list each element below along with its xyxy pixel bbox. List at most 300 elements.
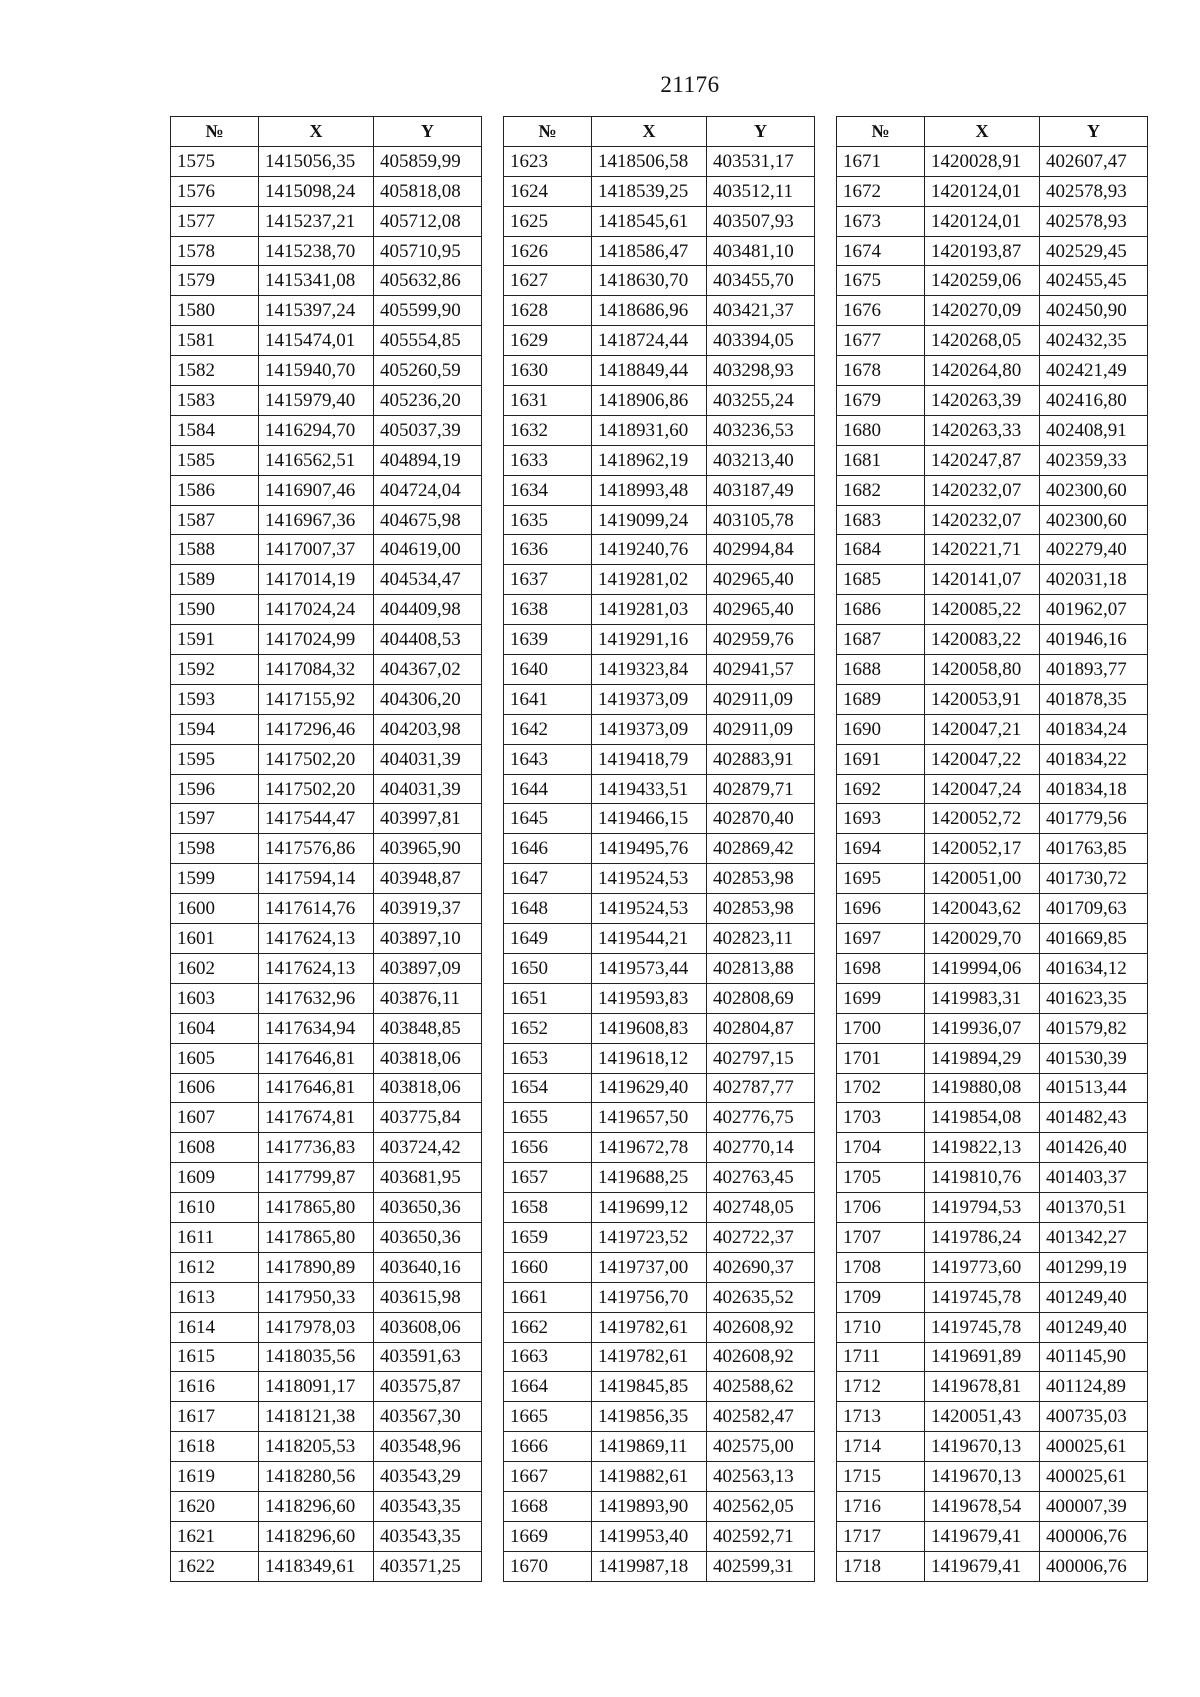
x-coordinate-cell: 1417634,94	[259, 1013, 374, 1043]
point-number-cell: 1627	[504, 266, 592, 296]
y-coordinate-cell: 400025,61	[1040, 1432, 1148, 1462]
y-coordinate-cell: 402911,09	[707, 714, 815, 744]
point-number-cell: 1599	[171, 864, 259, 894]
y-coordinate-cell: 402300,60	[1040, 505, 1148, 535]
table-row	[837, 146, 1148, 176]
point-number-cell: 1610	[171, 1193, 259, 1223]
table-row	[504, 326, 815, 356]
point-number-cell: 1622	[171, 1551, 259, 1581]
x-coordinate-cell: 1419573,44	[592, 953, 707, 983]
x-coordinate-cell: 1419281,02	[592, 565, 707, 595]
x-coordinate-cell: 1417736,83	[259, 1133, 374, 1163]
x-coordinate-cell: 1415098,24	[259, 176, 374, 206]
x-coordinate-cell: 1419869,11	[592, 1432, 707, 1462]
y-coordinate-cell: 403507,93	[707, 206, 815, 236]
point-number-cell: 1656	[504, 1133, 592, 1163]
table-row	[171, 1013, 482, 1043]
y-coordinate-cell: 401530,39	[1040, 1043, 1148, 1073]
point-number-cell: 1619	[171, 1462, 259, 1492]
x-coordinate-cell: 1419679,41	[925, 1521, 1040, 1551]
x-coordinate-cell: 1420028,91	[925, 146, 1040, 176]
y-coordinate-cell: 403775,84	[374, 1103, 482, 1133]
table-row	[837, 804, 1148, 834]
point-number-cell: 1679	[837, 386, 925, 416]
y-coordinate-cell: 402300,60	[1040, 475, 1148, 505]
table-row	[837, 1282, 1148, 1312]
table-row	[504, 684, 815, 714]
point-number-cell: 1673	[837, 206, 925, 236]
table-row	[837, 625, 1148, 655]
table-row	[837, 834, 1148, 864]
y-coordinate-cell: 403608,06	[374, 1312, 482, 1342]
x-coordinate-cell: 1418121,38	[259, 1402, 374, 1432]
y-coordinate-cell: 404534,47	[374, 565, 482, 595]
x-coordinate-cell: 1420124,01	[925, 176, 1040, 206]
x-coordinate-cell: 1419418,79	[592, 744, 707, 774]
table-row	[504, 1252, 815, 1282]
y-coordinate-cell: 404408,53	[374, 625, 482, 655]
table-row	[504, 774, 815, 804]
table-row	[837, 953, 1148, 983]
y-coordinate-cell: 402421,49	[1040, 356, 1148, 386]
point-number-cell: 1621	[171, 1521, 259, 1551]
y-coordinate-cell: 402279,40	[1040, 535, 1148, 565]
table-row	[171, 595, 482, 625]
point-number-cell: 1647	[504, 864, 592, 894]
point-number-cell: 1605	[171, 1043, 259, 1073]
x-coordinate-cell: 1420264,80	[925, 356, 1040, 386]
point-number-cell: 1674	[837, 236, 925, 266]
coordinates-table-1	[170, 116, 482, 1582]
table-row	[837, 1252, 1148, 1282]
y-coordinate-cell: 401579,82	[1040, 1013, 1148, 1043]
table-row	[504, 565, 815, 595]
table-row	[837, 296, 1148, 326]
point-number-cell: 1579	[171, 266, 259, 296]
point-number-cell: 1701	[837, 1043, 925, 1073]
table-row	[171, 415, 482, 445]
x-coordinate-cell: 1418849,44	[592, 356, 707, 386]
x-coordinate-cell: 1418586,47	[592, 236, 707, 266]
y-coordinate-cell: 403213,40	[707, 445, 815, 475]
x-coordinate-cell: 1415237,21	[259, 206, 374, 236]
y-coordinate-cell: 403575,87	[374, 1372, 482, 1402]
point-number-cell: 1692	[837, 774, 925, 804]
point-number-cell: 1578	[171, 236, 259, 266]
point-number-cell: 1606	[171, 1073, 259, 1103]
y-coordinate-cell: 402607,47	[1040, 146, 1148, 176]
point-number-cell: 1671	[837, 146, 925, 176]
x-coordinate-cell: 1419240,76	[592, 535, 707, 565]
y-coordinate-cell: 402787,77	[707, 1073, 815, 1103]
x-coordinate-cell: 1420047,22	[925, 744, 1040, 774]
point-number-cell: 1706	[837, 1193, 925, 1223]
table-row	[837, 386, 1148, 416]
table-row	[171, 953, 482, 983]
x-coordinate-cell: 1419822,13	[925, 1133, 1040, 1163]
x-coordinate-cell: 1415940,70	[259, 356, 374, 386]
point-number-cell: 1594	[171, 714, 259, 744]
y-coordinate-cell: 404031,39	[374, 774, 482, 804]
y-coordinate-cell: 402804,87	[707, 1013, 815, 1043]
x-coordinate-cell: 1417014,19	[259, 565, 374, 595]
table-row	[504, 894, 815, 924]
x-coordinate-cell: 1417646,81	[259, 1073, 374, 1103]
point-number-cell: 1655	[504, 1103, 592, 1133]
point-number-cell: 1603	[171, 983, 259, 1013]
y-coordinate-cell: 401962,07	[1040, 595, 1148, 625]
y-coordinate-cell: 401299,19	[1040, 1252, 1148, 1282]
table-row	[171, 804, 482, 834]
point-number-cell: 1718	[837, 1551, 925, 1581]
y-coordinate-cell: 403681,95	[374, 1163, 482, 1193]
point-number-cell: 1598	[171, 834, 259, 864]
y-coordinate-cell: 402562,05	[707, 1491, 815, 1521]
point-number-cell: 1643	[504, 744, 592, 774]
x-coordinate-cell: 1419983,31	[925, 983, 1040, 1013]
table-row	[171, 1222, 482, 1252]
table-row	[837, 595, 1148, 625]
table-row	[837, 1073, 1148, 1103]
table-row	[171, 475, 482, 505]
table-row	[837, 1193, 1148, 1223]
y-coordinate-cell: 402883,91	[707, 744, 815, 774]
point-number-cell: 1589	[171, 565, 259, 595]
point-number-cell: 1668	[504, 1491, 592, 1521]
y-coordinate-cell: 401834,18	[1040, 774, 1148, 804]
y-coordinate-cell: 405859,99	[374, 146, 482, 176]
y-coordinate-cell: 400025,61	[1040, 1462, 1148, 1492]
y-coordinate-cell: 403650,36	[374, 1193, 482, 1223]
table-row	[171, 924, 482, 954]
y-coordinate-cell: 402690,37	[707, 1252, 815, 1282]
x-coordinate-cell: 1420052,72	[925, 804, 1040, 834]
table-row	[837, 774, 1148, 804]
table-row	[837, 1521, 1148, 1551]
point-number-cell: 1689	[837, 684, 925, 714]
x-coordinate-cell: 1417865,80	[259, 1222, 374, 1252]
x-coordinate-cell: 1417624,13	[259, 924, 374, 954]
point-number-cell: 1693	[837, 804, 925, 834]
x-coordinate-cell: 1416907,46	[259, 475, 374, 505]
table-row	[837, 1432, 1148, 1462]
y-coordinate-cell: 402722,37	[707, 1222, 815, 1252]
point-number-cell: 1711	[837, 1342, 925, 1372]
y-coordinate-cell: 403848,85	[374, 1013, 482, 1043]
point-number-cell: 1585	[171, 445, 259, 475]
point-number-cell: 1653	[504, 1043, 592, 1073]
point-number-cell: 1635	[504, 505, 592, 535]
x-coordinate-cell: 1419810,76	[925, 1163, 1040, 1193]
x-coordinate-cell: 1417502,20	[259, 744, 374, 774]
y-coordinate-cell: 404675,98	[374, 505, 482, 535]
x-coordinate-cell: 1420232,07	[925, 505, 1040, 535]
table-row	[171, 744, 482, 774]
page-number: 21176	[660, 72, 720, 97]
y-coordinate-cell: 402763,45	[707, 1163, 815, 1193]
y-coordinate-cell: 401763,85	[1040, 834, 1148, 864]
x-coordinate-cell: 1420232,07	[925, 475, 1040, 505]
point-number-cell: 1588	[171, 535, 259, 565]
y-coordinate-cell: 403105,78	[707, 505, 815, 535]
y-coordinate-cell: 402455,45	[1040, 266, 1148, 296]
point-number-cell: 1584	[171, 415, 259, 445]
table-row	[171, 1133, 482, 1163]
point-number-cell: 1636	[504, 535, 592, 565]
x-coordinate-cell: 1420085,22	[925, 595, 1040, 625]
table-row	[504, 625, 815, 655]
point-number-cell: 1609	[171, 1163, 259, 1193]
y-coordinate-cell: 402776,75	[707, 1103, 815, 1133]
y-coordinate-cell: 400006,76	[1040, 1521, 1148, 1551]
point-number-cell: 1651	[504, 983, 592, 1013]
table-row	[837, 1163, 1148, 1193]
table-row	[837, 1551, 1148, 1581]
table-row	[504, 1013, 815, 1043]
x-coordinate-cell: 1419745,78	[925, 1282, 1040, 1312]
point-number-cell: 1580	[171, 296, 259, 326]
point-number-cell: 1715	[837, 1462, 925, 1492]
table-row	[504, 266, 815, 296]
point-number-cell: 1700	[837, 1013, 925, 1043]
x-coordinate-cell: 1417544,47	[259, 804, 374, 834]
point-number-cell: 1607	[171, 1103, 259, 1133]
y-coordinate-cell: 402797,15	[707, 1043, 815, 1073]
point-number-cell: 1632	[504, 415, 592, 445]
table-row	[504, 1163, 815, 1193]
table-row	[837, 1312, 1148, 1342]
y-coordinate-cell: 403876,11	[374, 983, 482, 1013]
table-row	[171, 146, 482, 176]
x-coordinate-cell: 1415341,08	[259, 266, 374, 296]
y-coordinate-cell: 402608,92	[707, 1342, 815, 1372]
table-row	[171, 1193, 482, 1223]
table-row	[171, 1342, 482, 1372]
x-coordinate-cell: 1417024,99	[259, 625, 374, 655]
y-coordinate-cell: 405554,85	[374, 326, 482, 356]
table-row	[837, 475, 1148, 505]
table-row	[837, 714, 1148, 744]
x-coordinate-cell: 1419745,78	[925, 1312, 1040, 1342]
table-row	[837, 1372, 1148, 1402]
header-y: Y	[1040, 117, 1148, 147]
table-row	[837, 176, 1148, 206]
point-number-cell: 1712	[837, 1372, 925, 1402]
y-coordinate-cell: 404031,39	[374, 744, 482, 774]
y-coordinate-cell: 403512,11	[707, 176, 815, 206]
point-number-cell: 1707	[837, 1222, 925, 1252]
x-coordinate-cell: 1419688,25	[592, 1163, 707, 1193]
x-coordinate-cell: 1418906,86	[592, 386, 707, 416]
point-number-cell: 1709	[837, 1282, 925, 1312]
table-row	[504, 1222, 815, 1252]
x-coordinate-cell: 1419608,83	[592, 1013, 707, 1043]
y-coordinate-cell: 403255,24	[707, 386, 815, 416]
x-coordinate-cell: 1419773,60	[925, 1252, 1040, 1282]
point-number-cell: 1677	[837, 326, 925, 356]
coordinates-table-3	[836, 116, 1148, 1582]
point-number-cell: 1704	[837, 1133, 925, 1163]
point-number-cell: 1650	[504, 953, 592, 983]
table-row	[171, 1551, 482, 1581]
x-coordinate-cell: 1415238,70	[259, 236, 374, 266]
x-coordinate-cell: 1419856,35	[592, 1402, 707, 1432]
table-row	[837, 206, 1148, 236]
point-number-cell: 1681	[837, 445, 925, 475]
x-coordinate-cell: 1419433,51	[592, 774, 707, 804]
point-number-cell: 1708	[837, 1252, 925, 1282]
table-row	[837, 1402, 1148, 1432]
point-number-cell: 1624	[504, 176, 592, 206]
x-coordinate-cell: 1417890,89	[259, 1252, 374, 1282]
y-coordinate-cell: 405236,20	[374, 386, 482, 416]
y-coordinate-cell: 403897,09	[374, 953, 482, 983]
table-row	[837, 744, 1148, 774]
table-row	[171, 1163, 482, 1193]
x-coordinate-cell: 1419373,09	[592, 714, 707, 744]
x-coordinate-cell: 1417502,20	[259, 774, 374, 804]
y-coordinate-cell: 402416,80	[1040, 386, 1148, 416]
y-coordinate-cell: 403818,06	[374, 1043, 482, 1073]
x-coordinate-cell: 1420221,71	[925, 535, 1040, 565]
point-number-cell: 1695	[837, 864, 925, 894]
point-number-cell: 1690	[837, 714, 925, 744]
x-coordinate-cell: 1419281,03	[592, 595, 707, 625]
point-number-cell: 1702	[837, 1073, 925, 1103]
y-coordinate-cell: 402635,52	[707, 1282, 815, 1312]
y-coordinate-cell: 403724,42	[374, 1133, 482, 1163]
y-coordinate-cell: 403548,96	[374, 1432, 482, 1462]
y-coordinate-cell: 401342,27	[1040, 1222, 1148, 1252]
x-coordinate-cell: 1418545,61	[592, 206, 707, 236]
x-coordinate-cell: 1419670,13	[925, 1432, 1040, 1462]
x-coordinate-cell: 1419782,61	[592, 1312, 707, 1342]
x-coordinate-cell: 1418280,56	[259, 1462, 374, 1492]
y-coordinate-cell: 402575,00	[707, 1432, 815, 1462]
x-coordinate-cell: 1419994,06	[925, 953, 1040, 983]
x-coordinate-cell: 1420047,21	[925, 714, 1040, 744]
x-coordinate-cell: 1417799,87	[259, 1163, 374, 1193]
x-coordinate-cell: 1415979,40	[259, 386, 374, 416]
table-row	[171, 176, 482, 206]
y-coordinate-cell: 403965,90	[374, 834, 482, 864]
y-coordinate-cell: 401730,72	[1040, 864, 1148, 894]
y-coordinate-cell: 402869,42	[707, 834, 815, 864]
point-number-cell: 1583	[171, 386, 259, 416]
y-coordinate-cell: 402599,31	[707, 1551, 815, 1581]
table-row	[504, 1462, 815, 1492]
table-row	[171, 894, 482, 924]
x-coordinate-cell: 1416294,70	[259, 415, 374, 445]
x-coordinate-cell: 1418962,19	[592, 445, 707, 475]
y-coordinate-cell: 401370,51	[1040, 1193, 1148, 1223]
y-coordinate-cell: 402994,84	[707, 535, 815, 565]
header-x: X	[925, 117, 1040, 147]
table-row	[504, 864, 815, 894]
table-row	[171, 983, 482, 1013]
x-coordinate-cell: 1419524,53	[592, 894, 707, 924]
x-coordinate-cell: 1420051,00	[925, 864, 1040, 894]
header-number: №	[171, 117, 259, 147]
x-coordinate-cell: 1419854,08	[925, 1103, 1040, 1133]
table-row	[171, 1282, 482, 1312]
x-coordinate-cell: 1419845,85	[592, 1372, 707, 1402]
y-coordinate-cell: 402359,33	[1040, 445, 1148, 475]
table-row	[171, 1073, 482, 1103]
x-coordinate-cell: 1420051,43	[925, 1402, 1040, 1432]
point-number-cell: 1662	[504, 1312, 592, 1342]
point-number-cell: 1698	[837, 953, 925, 983]
y-coordinate-cell: 403236,53	[707, 415, 815, 445]
y-coordinate-cell: 405632,86	[374, 266, 482, 296]
x-coordinate-cell: 1419679,41	[925, 1551, 1040, 1581]
table-row	[504, 655, 815, 685]
point-number-cell: 1629	[504, 326, 592, 356]
y-coordinate-cell: 401709,63	[1040, 894, 1148, 924]
table-row	[171, 1462, 482, 1492]
table-row	[504, 206, 815, 236]
y-coordinate-cell: 404203,98	[374, 714, 482, 744]
point-number-cell: 1633	[504, 445, 592, 475]
point-number-cell: 1684	[837, 535, 925, 565]
point-number-cell: 1575	[171, 146, 259, 176]
table-row	[171, 565, 482, 595]
point-number-cell: 1682	[837, 475, 925, 505]
y-coordinate-cell: 405037,39	[374, 415, 482, 445]
table-row	[171, 1402, 482, 1432]
table-row	[171, 206, 482, 236]
table-row	[504, 236, 815, 266]
point-number-cell: 1608	[171, 1133, 259, 1163]
x-coordinate-cell: 1419629,40	[592, 1073, 707, 1103]
x-coordinate-cell: 1419699,12	[592, 1193, 707, 1223]
x-coordinate-cell: 1420268,05	[925, 326, 1040, 356]
y-coordinate-cell: 403948,87	[374, 864, 482, 894]
x-coordinate-cell: 1419544,21	[592, 924, 707, 954]
point-number-cell: 1577	[171, 206, 259, 236]
table-row	[504, 1372, 815, 1402]
point-number-cell: 1665	[504, 1402, 592, 1432]
y-coordinate-cell: 404409,98	[374, 595, 482, 625]
table-row	[171, 356, 482, 386]
table-row	[171, 1372, 482, 1402]
y-coordinate-cell: 402870,40	[707, 804, 815, 834]
header-y: Y	[707, 117, 815, 147]
x-coordinate-cell: 1419794,53	[925, 1193, 1040, 1223]
y-coordinate-cell: 402578,93	[1040, 176, 1148, 206]
point-number-cell: 1660	[504, 1252, 592, 1282]
table-row	[504, 595, 815, 625]
x-coordinate-cell: 1420263,39	[925, 386, 1040, 416]
y-coordinate-cell: 402588,62	[707, 1372, 815, 1402]
header-row	[171, 117, 482, 147]
y-coordinate-cell: 404367,02	[374, 655, 482, 685]
y-coordinate-cell: 403567,30	[374, 1402, 482, 1432]
x-coordinate-cell: 1419894,29	[925, 1043, 1040, 1073]
x-coordinate-cell: 1420053,91	[925, 684, 1040, 714]
table-row	[837, 1103, 1148, 1133]
x-coordinate-cell: 1416967,36	[259, 505, 374, 535]
x-coordinate-cell: 1420058,80	[925, 655, 1040, 685]
y-coordinate-cell: 405712,08	[374, 206, 482, 236]
point-number-cell: 1658	[504, 1193, 592, 1223]
point-number-cell: 1642	[504, 714, 592, 744]
point-number-cell: 1576	[171, 176, 259, 206]
point-number-cell: 1675	[837, 266, 925, 296]
table-row	[504, 176, 815, 206]
point-number-cell: 1667	[504, 1462, 592, 1492]
table-row	[837, 266, 1148, 296]
